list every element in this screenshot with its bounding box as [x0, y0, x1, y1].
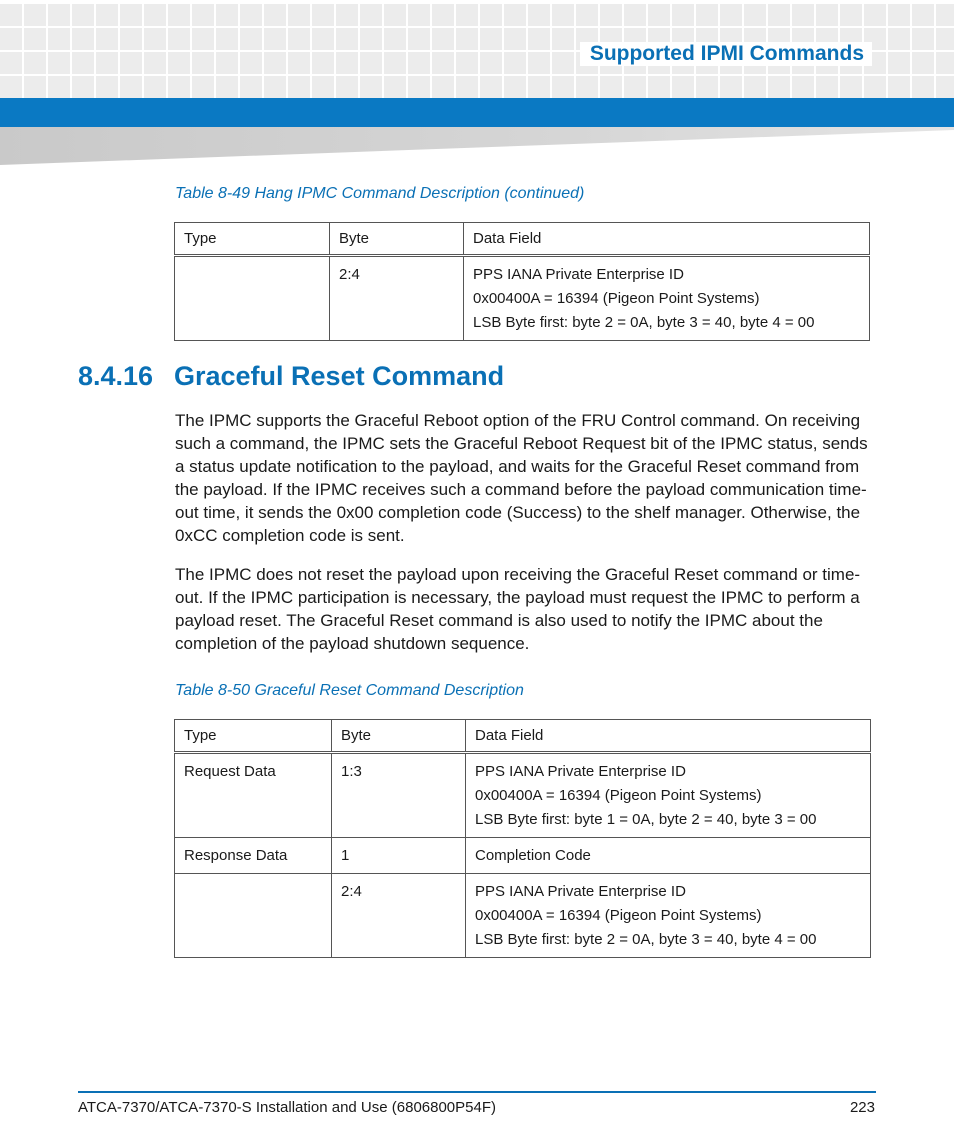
header-tile — [216, 52, 238, 74]
header-tile — [288, 76, 310, 98]
header-tile — [480, 76, 502, 98]
header-tile — [96, 76, 118, 98]
column-header-type: Type — [175, 223, 330, 256]
header-tile — [504, 76, 526, 98]
data-line: Completion Code — [475, 847, 591, 864]
header-tile — [216, 76, 238, 98]
cell-byte: 1 — [332, 838, 466, 874]
header-tile — [384, 52, 406, 74]
header-tile — [768, 76, 790, 98]
data-line: LSB Byte first: byte 2 = 0A, byte 3 = 40, byte 4 = 00 — [475, 931, 817, 948]
footer-rule — [78, 1091, 876, 1093]
header-tile — [888, 4, 910, 26]
header-tile — [672, 76, 694, 98]
header-tile — [888, 28, 910, 50]
header-tile — [720, 76, 742, 98]
header-tile — [0, 4, 22, 26]
header-tile — [504, 28, 526, 50]
header-tile — [840, 76, 862, 98]
header-tile — [360, 52, 382, 74]
header-tile — [96, 28, 118, 50]
cell-data-field — [466, 753, 871, 838]
header-tile — [72, 4, 94, 26]
table-49 — [174, 222, 870, 341]
cell-type — [175, 874, 332, 958]
header-tile — [912, 4, 934, 26]
header-tile — [528, 76, 550, 98]
header-tile — [936, 28, 954, 50]
column-header-type: Type — [175, 720, 332, 753]
header-tile — [144, 28, 166, 50]
table-50-caption: Table 8-50 Graceful Reset Command Description — [175, 682, 524, 699]
header-tile — [552, 52, 574, 74]
header-tile — [456, 4, 478, 26]
cell-data-field — [466, 874, 871, 958]
header-tile — [144, 52, 166, 74]
header-tile — [264, 76, 286, 98]
data-line: PPS IANA Private Enterprise ID — [475, 763, 686, 780]
header-tile — [0, 52, 22, 74]
header-tile — [96, 52, 118, 74]
header-tile — [360, 4, 382, 26]
header-tile — [408, 4, 430, 26]
table-header-row — [175, 223, 870, 256]
header-tile — [48, 52, 70, 74]
header-tile — [912, 52, 934, 74]
header-tile — [552, 76, 574, 98]
table-50 — [174, 719, 871, 958]
header-tile — [816, 76, 838, 98]
header-tile — [528, 4, 550, 26]
header-tile — [888, 52, 910, 74]
data-line: 0x00400A = 16394 (Pigeon Point Systems) — [475, 907, 762, 924]
table-header-row — [175, 720, 871, 753]
header-tile — [936, 4, 954, 26]
header-tile — [336, 52, 358, 74]
header-tile — [168, 52, 190, 74]
header-tile — [480, 52, 502, 74]
table-49-caption: Table 8-49 Hang IPMC Command Description (continued) — [175, 185, 585, 202]
cell-type: Response Data — [175, 838, 332, 874]
header-tile — [648, 76, 670, 98]
header-tile — [600, 4, 622, 26]
header-tile — [408, 28, 430, 50]
body-paragraph-1: The IPMC supports the Graceful Reboot option of the FRU Control command. On receiving such a command, the IPMC sets the Graceful Reboot Request bit of the IPMC status, sends a status update notification to the payload, and waits for the Graceful Reset command from the payload. If the IPMC receives such a command before the payload communication time-out time, it sends the 0x00 completion code (Success) to the shelf manager. Otherwise, the 0xCC completion code is sent. — [175, 411, 868, 545]
header-tile — [192, 52, 214, 74]
header-tile — [696, 76, 718, 98]
header-tile — [792, 4, 814, 26]
header-tile — [936, 52, 954, 74]
data-line: 0x00400A = 16394 (Pigeon Point Systems) — [475, 787, 762, 804]
header-tile — [168, 28, 190, 50]
data-line: LSB Byte first: byte 2 = 0A, byte 3 = 40, byte 4 = 00 — [473, 314, 815, 331]
table-row — [175, 838, 871, 874]
header-tile — [72, 52, 94, 74]
header-tile — [744, 4, 766, 26]
header-tile — [216, 28, 238, 50]
section-title: Graceful Reset Command — [174, 361, 505, 391]
header-tile — [24, 4, 46, 26]
header-tile — [168, 76, 190, 98]
header-tile — [384, 76, 406, 98]
header-tile — [528, 28, 550, 50]
column-header-byte: Byte — [330, 223, 464, 256]
header-tile — [432, 52, 454, 74]
header-tile — [576, 4, 598, 26]
header-tile — [456, 52, 478, 74]
cell-type — [175, 256, 330, 341]
header-tile — [192, 28, 214, 50]
cell-type: Request Data — [175, 753, 332, 838]
header-gray-wedge — [0, 127, 954, 165]
table-row — [175, 753, 871, 838]
header-tile — [720, 4, 742, 26]
page-header-title: Supported IPMI Commands — [580, 42, 872, 66]
header-tile — [360, 76, 382, 98]
header-tile — [312, 52, 334, 74]
header-tile — [264, 4, 286, 26]
column-header-byte: Byte — [332, 720, 466, 753]
cell-data-field — [464, 256, 870, 341]
header-tile — [936, 76, 954, 98]
header-tile — [48, 28, 70, 50]
body-paragraph-2: The IPMC does not reset the payload upon receiving the Graceful Reset command or time-out. If the IPMC participation is necessary, the payload must request the IPMC to perform a payload reset. The Graceful Reset command is also used to notify the IPMC about the completion of the payload shutdown sequence. — [175, 565, 861, 653]
header-tile — [360, 28, 382, 50]
header-tile — [816, 4, 838, 26]
cell-byte: 2:4 — [330, 256, 464, 341]
header-tile — [600, 76, 622, 98]
header-tile — [576, 76, 598, 98]
header-tile — [888, 76, 910, 98]
header-tile — [456, 76, 478, 98]
header-tile — [504, 52, 526, 74]
header-tile — [24, 52, 46, 74]
header-tile — [144, 4, 166, 26]
footer-document-title: ATCA-7370/ATCA-7370-S Installation and Use (6806800P54F) — [78, 1099, 497, 1116]
header-tile — [696, 4, 718, 26]
header-tile — [744, 76, 766, 98]
header-tile — [384, 4, 406, 26]
header-tile — [768, 4, 790, 26]
header-tile — [792, 76, 814, 98]
header-tile — [72, 76, 94, 98]
header-tile — [480, 4, 502, 26]
header-tile — [240, 76, 262, 98]
data-line: PPS IANA Private Enterprise ID — [475, 883, 686, 900]
cell-byte: 1:3 — [332, 753, 466, 838]
header-tile — [72, 28, 94, 50]
header-tile — [912, 28, 934, 50]
column-header-data-field: Data Field — [464, 223, 870, 256]
header-tile — [192, 4, 214, 26]
header-tile — [288, 28, 310, 50]
header-tile — [528, 52, 550, 74]
header-tile — [168, 4, 190, 26]
data-line: PPS IANA Private Enterprise ID — [473, 266, 684, 283]
header-tile — [240, 4, 262, 26]
header-tile — [24, 28, 46, 50]
cell-data-field — [466, 838, 871, 874]
header-tile — [264, 28, 286, 50]
header-tile — [312, 76, 334, 98]
header-tile — [312, 4, 334, 26]
header-tile — [144, 76, 166, 98]
header-blue-band — [0, 98, 954, 127]
header-tile — [96, 4, 118, 26]
cell-byte: 2:4 — [332, 874, 466, 958]
header-tile — [504, 4, 526, 26]
header-tile — [120, 28, 142, 50]
header-tile — [216, 4, 238, 26]
header-tile — [288, 52, 310, 74]
header-tile — [336, 76, 358, 98]
header-tile — [120, 4, 142, 26]
section-number: 8.4.16 — [78, 361, 154, 391]
header-tile — [48, 76, 70, 98]
header-tile — [24, 76, 46, 98]
header-tile — [432, 28, 454, 50]
header-tile — [0, 28, 22, 50]
header-tile — [336, 4, 358, 26]
data-line: LSB Byte first: byte 1 = 0A, byte 2 = 40, byte 3 = 00 — [475, 811, 817, 828]
section-heading — [78, 361, 504, 392]
header-tile — [552, 28, 574, 50]
header-tile — [552, 4, 574, 26]
header-tile — [864, 76, 886, 98]
header-tile — [288, 4, 310, 26]
header-tile — [840, 4, 862, 26]
header-tile — [120, 52, 142, 74]
header-tile — [456, 28, 478, 50]
header-tile — [408, 76, 430, 98]
header-tile — [624, 4, 646, 26]
header-tile — [312, 28, 334, 50]
header-tile — [864, 4, 886, 26]
header-tile — [192, 76, 214, 98]
header-tile — [384, 28, 406, 50]
data-line: 0x00400A = 16394 (Pigeon Point Systems) — [473, 290, 760, 307]
header-tile — [672, 4, 694, 26]
page-number: 223 — [849, 1099, 875, 1116]
header-tile — [432, 4, 454, 26]
header-tile — [48, 4, 70, 26]
header-tile — [264, 52, 286, 74]
table-row — [175, 256, 870, 341]
header-tile — [480, 28, 502, 50]
header-tile — [240, 28, 262, 50]
header-tile — [648, 4, 670, 26]
header-tile — [408, 52, 430, 74]
header-tile — [336, 28, 358, 50]
header-tile — [912, 76, 934, 98]
header-tile — [432, 76, 454, 98]
table-row — [175, 874, 871, 958]
column-header-data-field: Data Field — [466, 720, 871, 753]
header-tile — [240, 52, 262, 74]
header-tile — [624, 76, 646, 98]
header-tile — [120, 76, 142, 98]
header-tile — [0, 76, 22, 98]
